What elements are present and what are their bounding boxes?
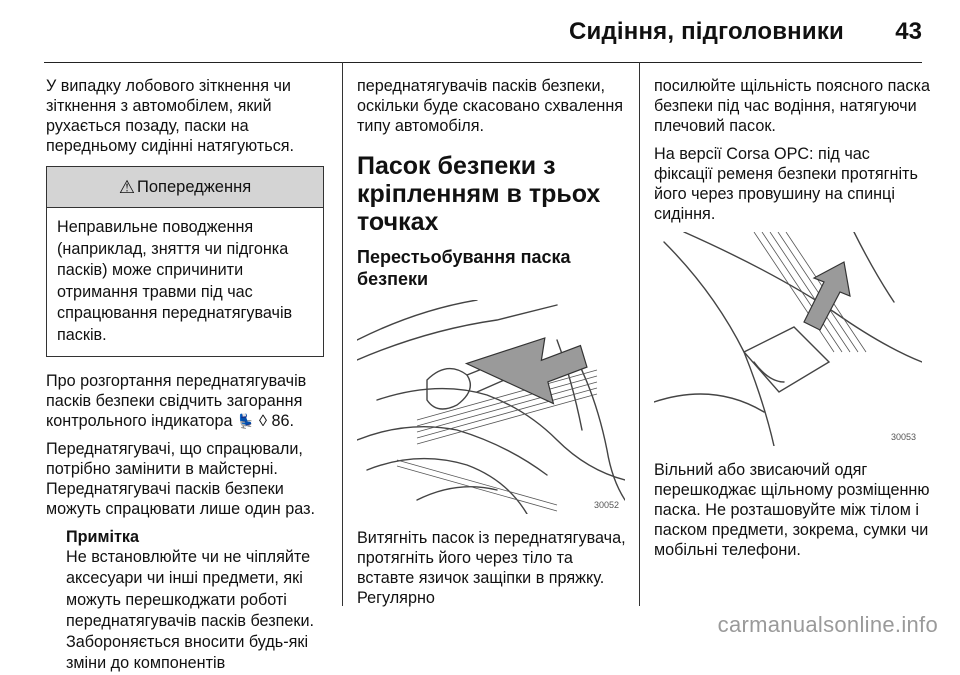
figure-code: 30053 (890, 432, 916, 442)
tension-paragraph: посилюйте щільність поясного паска безпеки під час водіння, натягуючи плечовий пасок. (654, 77, 930, 135)
note-block (46, 527, 326, 675)
seatbelt-loop-illustration (654, 232, 922, 446)
warning-triangle-icon: ⚠ (118, 176, 135, 197)
page-number: 43 (895, 18, 922, 45)
column-1 (46, 76, 326, 675)
page-ref-icon: ◊ (258, 412, 267, 430)
seatbelt-fastening-illustration (357, 300, 625, 514)
note-title: Примітка (66, 528, 139, 546)
section-heading: Пасок безпеки з кріпленням в трьох точках (357, 152, 601, 236)
figure-code: 30052 (593, 500, 619, 510)
note-body: Не встановлюйте чи не чіпляйте аксесуари чи інші предмети, які можуть перешкоджати роботі переднатягувачів пасків безпеки. Забороняється вносити будь-які зміни до компонентів (66, 548, 315, 673)
clothing-paragraph: Вільний або звисаючий одяг перешкоджає щільному розміщенню паска. Не розташовуйте між тілом і паском предмети, зокрема, сумки чи мобільні телефони. (654, 461, 930, 559)
indicator-text: Про розгортання переднатягувачів пасків безпеки свідчить загорання контрольного індикатора (46, 372, 307, 430)
warning-title: Попередження (137, 177, 252, 196)
intro-paragraph: У випадку лобового зіткнення чи зіткнення з автомобілем, який рухається позаду, паски на передньому сидінні натягуються. (46, 77, 295, 155)
warning-header (47, 167, 323, 208)
warning-box (46, 166, 324, 357)
loop-drawing (654, 232, 922, 446)
warning-body: Неправильне поводження (наприклад, зняття чи підгонка пасків) може спричинити отримання травми під час спрацювання переднатягувачів пасків. (57, 218, 293, 344)
indicator-paragraph (46, 371, 326, 431)
column-3 (654, 76, 930, 568)
replacement-paragraph: Переднатягувачі, що спрацювали, потрібно замінити в майстерні. Переднатягувачі пасків безпеки можуть спрацювати лише один раз. (46, 440, 315, 518)
opc-paragraph: На версії Corsa OPC: під час фіксації ременя безпеки протягніть його через провушину на спинці сидіння. (654, 145, 918, 223)
header-divider (44, 62, 922, 63)
section-title: Сидіння, підголовники (568, 18, 844, 45)
column-divider-2 (639, 62, 640, 606)
column-2 (357, 76, 627, 616)
page-ref: 86. (271, 412, 294, 430)
belt-drawing (357, 300, 625, 514)
continuation-paragraph: переднатягувачів пасків безпеки, оскільки буде скасовано схвалення типу автомобіля. (357, 77, 624, 135)
instruction-caption: Витягніть пасок із переднатягувача, протягніть його через тіло та вставте язичок защіпки в пряжку. Регулярно (357, 529, 626, 607)
airbag-indicator-icon: 💺 (237, 413, 255, 429)
subsection-heading: Перестьобування паска безпеки (357, 247, 571, 289)
column-divider-1 (342, 62, 343, 606)
watermark: carmanualsonline.info (717, 612, 938, 637)
